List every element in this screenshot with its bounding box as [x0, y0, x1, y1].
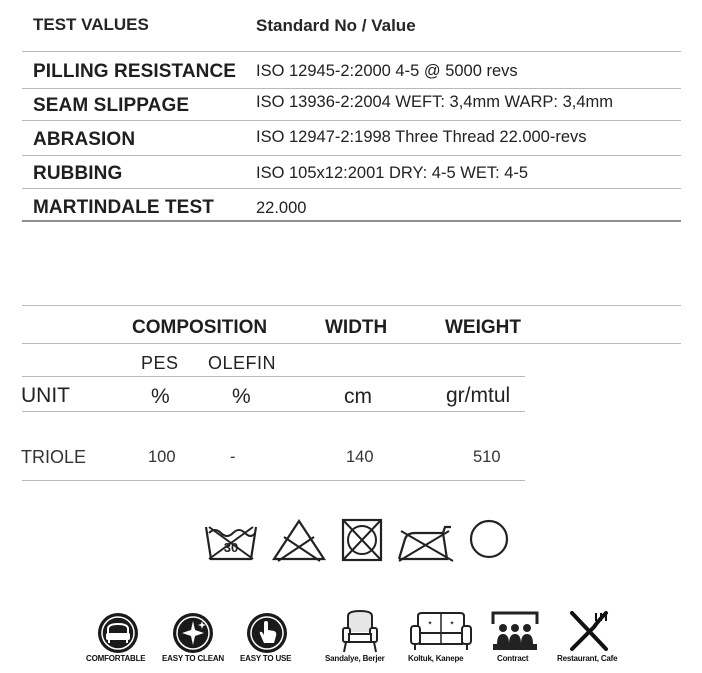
- test-label-martindale: MARTINDALE TEST: [33, 197, 214, 218]
- divider: [22, 411, 525, 412]
- feature-label-sofa: Koltuk, Kanepe: [408, 654, 464, 663]
- test-values-header: TEST VALUES: [33, 15, 149, 34]
- divider: [22, 480, 525, 481]
- test-value-seam: ISO 13936-2:2004 WEFT: 3,4mm WARP: 3,4mm: [256, 93, 614, 111]
- armchair-icon: [338, 608, 382, 654]
- olefin-subheader: OLEFIN: [208, 353, 277, 373]
- wash-30-icon: [203, 519, 259, 563]
- unit-label: UNIT: [21, 384, 70, 407]
- test-label-pilling: PILLING RESISTANCE: [33, 61, 237, 82]
- sofa-badge-icon: [97, 612, 139, 654]
- divider: [22, 120, 681, 121]
- product-name: TRIOLE: [21, 447, 87, 467]
- divider: [22, 220, 681, 222]
- weight-value: 510: [473, 448, 501, 466]
- test-label-abrasion: ABRASION: [33, 129, 136, 150]
- divider: [22, 376, 525, 377]
- do-not-iron-icon: [395, 519, 457, 563]
- svg-text:✦: ✦: [427, 620, 433, 627]
- divider: [22, 305, 681, 306]
- feature-label-contract: Contract: [497, 654, 529, 663]
- test-value-abrasion: ISO 12947-2:1998 Three Thread 22.000-revs: [256, 128, 587, 146]
- test-label-seam: SEAM SLIPPAGE: [33, 95, 190, 116]
- divider: [22, 188, 681, 189]
- svg-text:30: 30: [223, 540, 239, 555]
- composition-header: COMPOSITION: [132, 317, 268, 338]
- feature-label-easy-use: EASY TO USE: [240, 654, 292, 663]
- dry-clean-icon: [468, 518, 510, 560]
- divider: [22, 343, 681, 344]
- test-value-pilling: ISO 12945-2:2000 4-5 @ 5000 revs: [256, 62, 518, 80]
- unit-olefin: %: [232, 385, 251, 408]
- test-value-martindale: 22.000: [256, 199, 307, 217]
- fork-knife-icon: [566, 609, 612, 653]
- svg-text:✦: ✦: [449, 620, 455, 627]
- width-value: 140: [346, 448, 374, 466]
- feature-label-easy-clean: EASY TO CLEAN: [162, 654, 225, 663]
- test-value-rubbing: ISO 105x12:2001 DRY: 4-5 WET: 4-5: [256, 164, 529, 182]
- feature-label-chair: Sandalye, Berjer: [325, 654, 385, 663]
- divider: [22, 51, 681, 52]
- unit-weight: gr/mtul: [446, 384, 511, 407]
- unit-pes: %: [151, 385, 170, 408]
- pes-subheader: PES: [141, 353, 179, 373]
- do-not-bleach-icon: [270, 517, 328, 563]
- standard-value-header: Standard No / Value: [256, 16, 416, 35]
- weight-header: WEIGHT: [445, 317, 521, 338]
- pes-value: 100: [148, 448, 176, 466]
- feature-label-restaurant: Restaurant, Cafe: [557, 654, 618, 663]
- width-header: WIDTH: [325, 317, 388, 338]
- test-label-rubbing: RUBBING: [33, 163, 123, 184]
- olefin-value: -: [230, 448, 236, 466]
- divider: [22, 88, 681, 89]
- audience-icon: [490, 610, 540, 652]
- sparkle-clean-icon: [172, 612, 214, 654]
- unit-width: cm: [344, 385, 372, 408]
- feature-label-comfortable: COMFORTABLE: [86, 654, 146, 663]
- do-not-tumble-dry-icon: [341, 518, 383, 562]
- hand-touch-icon: [246, 612, 288, 654]
- couch-icon: [408, 610, 474, 652]
- divider: [22, 155, 681, 156]
